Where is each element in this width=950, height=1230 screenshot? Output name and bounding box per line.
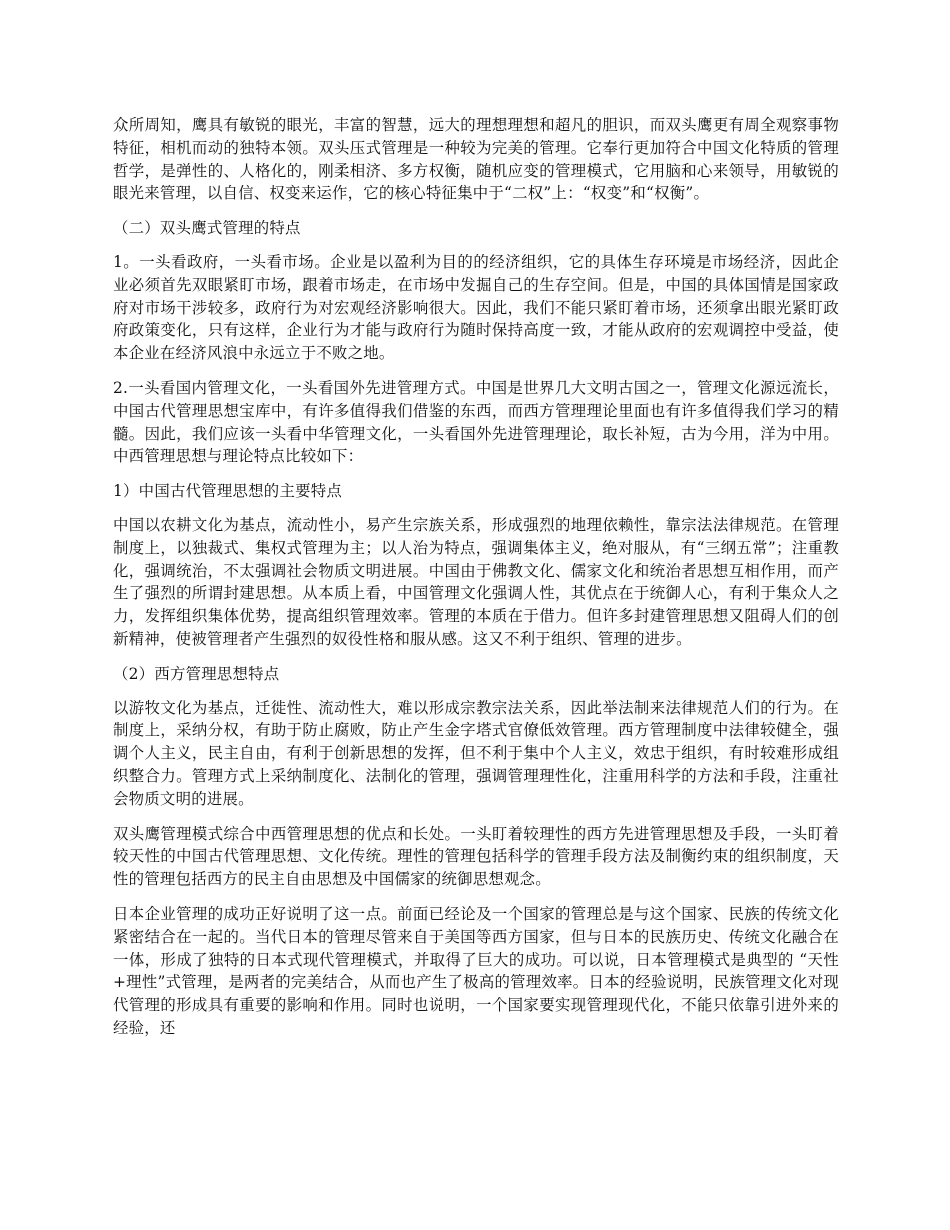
- paragraph-domestic-foreign: 2.一头看国内管理文化，一头看国外先进管理方式。中国是世界几大文明古国之一，管理文化源远流长，中国古代管理思想宝库中，有许多值得我们借鉴的东西，而西方管理理论里面也有许多值得我们学习的精髓。因此，我们应该一头看中华管理文化，一头看国外先进管理理论，取长补短，古为今用，洋为中用。中西管理思想与理论特点比较如下：: [113, 378, 839, 466]
- section-heading-features: （二）双头鹰式管理的特点: [113, 219, 301, 238]
- paragraph-chinese-thought: 中国以农耕文化为基点，流动性小，易产生宗族关系，形成强烈的地理依赖性，靠宗法法律规范。在管理制度上，以独裁式、集权式管理为主；以人治为特点，强调集体主义，绝对服从，有“三纲五常”；注重教化，强调统治，不太强调社会物质文明进展。中国由于佛教文化、儒家文化和统治者思想互相作用，而产生了强烈的所谓封建思想。从本质上看，中国管理文化强调人性，其优点在于统御人心，有利于集众人之力，发挥组织集体优势，提高组织管理效率。管理的本质在于借力。但许多封建管理思想又阻碍人们的创新精神，使被管理者产生强烈的奴役性格和服从感。这又不利于组织、管理的进步。: [113, 515, 839, 648]
- subheading-western-thought: （2）西方管理思想特点: [113, 664, 280, 683]
- subheading-chinese-thought: 1）中国古代管理思想的主要特点: [113, 482, 343, 501]
- document-body: [113, 114, 839, 1052]
- paragraph-intro: 众所周知，鹰具有敏锐的眼光，丰富的智慧，远大的理想理想和超凡的胆识，而双头鹰更有周全观察事物特征，相机而动的独特本领。双头压式管理是一种较为完美的管理。它奉行更加符合中国文化特质的管理哲学，是弹性的、人格化的，刚柔相济、多方权衡，随机应变的管理模式，它用脑和心来领导，用敏锐的眼光来管理，以自信、权变来运作，它的核心特征集中于“二权”上：“权变”和“权衡”。: [113, 116, 839, 203]
- paragraph-western-thought: 以游牧文化为基点，迁徙性、流动性大，难以形成宗教宗法关系，因此举法制来法律规范人们的行为。在制度上，采纳分权，有助于防止腐败，防止产生金字塔式官僚低效管理。西方管理制度中法律较健全，强调个人主义，民主自由，有利于创新思想的发挥，但不利于集中个人主义，效忠于组织，有时较难形成组织整合力。管理方式上采纳制度化、法制化的管理，强调管理理性化，注重用科学的方法和手段，注重社会物质文明的进展。: [113, 698, 839, 808]
- paragraph-government-market: 1。一头看政府，一头看市场。企业是以盈利为目的的经济组织，它的具体生存环境是市场经济，因此企业必须首先双眼紧盯市场，跟着市场走，在市场中发掘自己的生存空间。但是，中国的具体国情是国家政府对市场干涉较多，政府行为对宏观经济影响很大。因此，我们不能只紧盯着市场，还须拿出眼光紧盯政府政策变化，只有这样，企业行为才能与政府行为随时保持高度一致，才能从政府的宏观调控中受益，使本企业在经济风浪中永远立于不败之地。: [113, 252, 839, 363]
- paragraph-synthesis: 双头鹰管理模式综合中西管理思想的优点和长处。一头盯着较理性的西方先进管理思想及手段，一头盯着较天性的中国古代管理思想、文化传统。理性的管理包括科学的管理手段方法及制衡约束的组织制度，天性的管理包括西方的民主自由思想及中国儒家的统御思想观念。: [113, 824, 839, 889]
- paragraph-japan-example: 日本企业管理的成功正好说明了这一点。前面已经论及一个国家的管理总是与这个国家、民族的传统文化紧密结合在一起的。当代日本的管理尽管来自于美国等西方国家，但与日本的民族历史、传统文化融合在一体，形成了独特的日本式现代管理模式，并取得了巨大的成功。可以说，日本管理模式是典型的 “天性+理性”式管理，是两者的完美结合，从而也产生了极高的管理效率。日本的经验说明，民族管理文化对现代管理的形成具有重要的影响和作用。同时也说明，一个国家要实现管理现代化，不能只依靠引进外来的经验，还: [113, 904, 839, 1037]
